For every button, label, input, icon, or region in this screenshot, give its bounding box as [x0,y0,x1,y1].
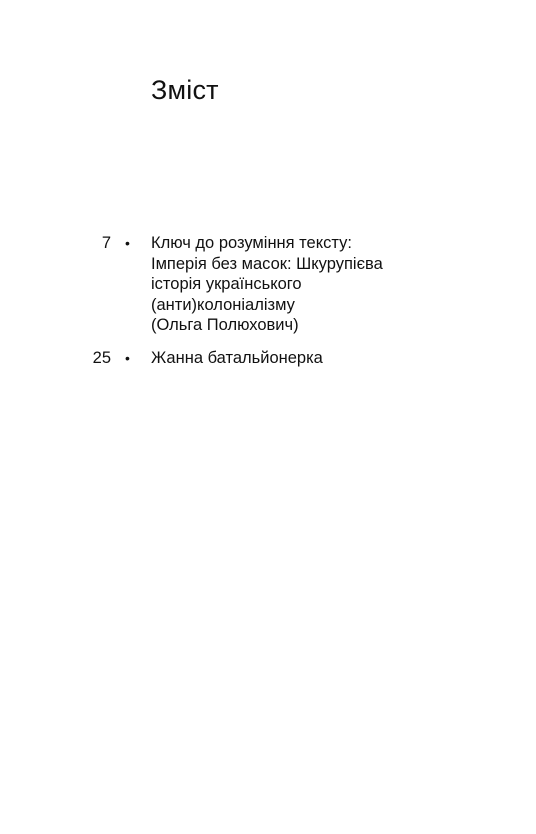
toc-entry-line: Жанна батальйонерка [151,349,323,367]
page-title: Зміст [151,75,219,105]
toc-entry-title [151,348,431,369]
bullet-icon: • [125,235,130,251]
toc-entry-line: Ключ до розуміння тексту: [151,234,352,252]
bullet-icon: • [125,350,130,366]
toc-entry-line: Імперія без масок: Шкурупієва [151,254,383,273]
toc-entry-title [151,233,431,336]
toc-page-number: 25 [92,349,111,367]
toc-entry-line: історія українського [151,275,302,293]
toc-entry-line: (анти)колоніалізму [151,295,295,314]
toc-page-number: 7 [101,234,111,252]
toc-entry-line: (Ольга Полюхович) [151,316,299,334]
